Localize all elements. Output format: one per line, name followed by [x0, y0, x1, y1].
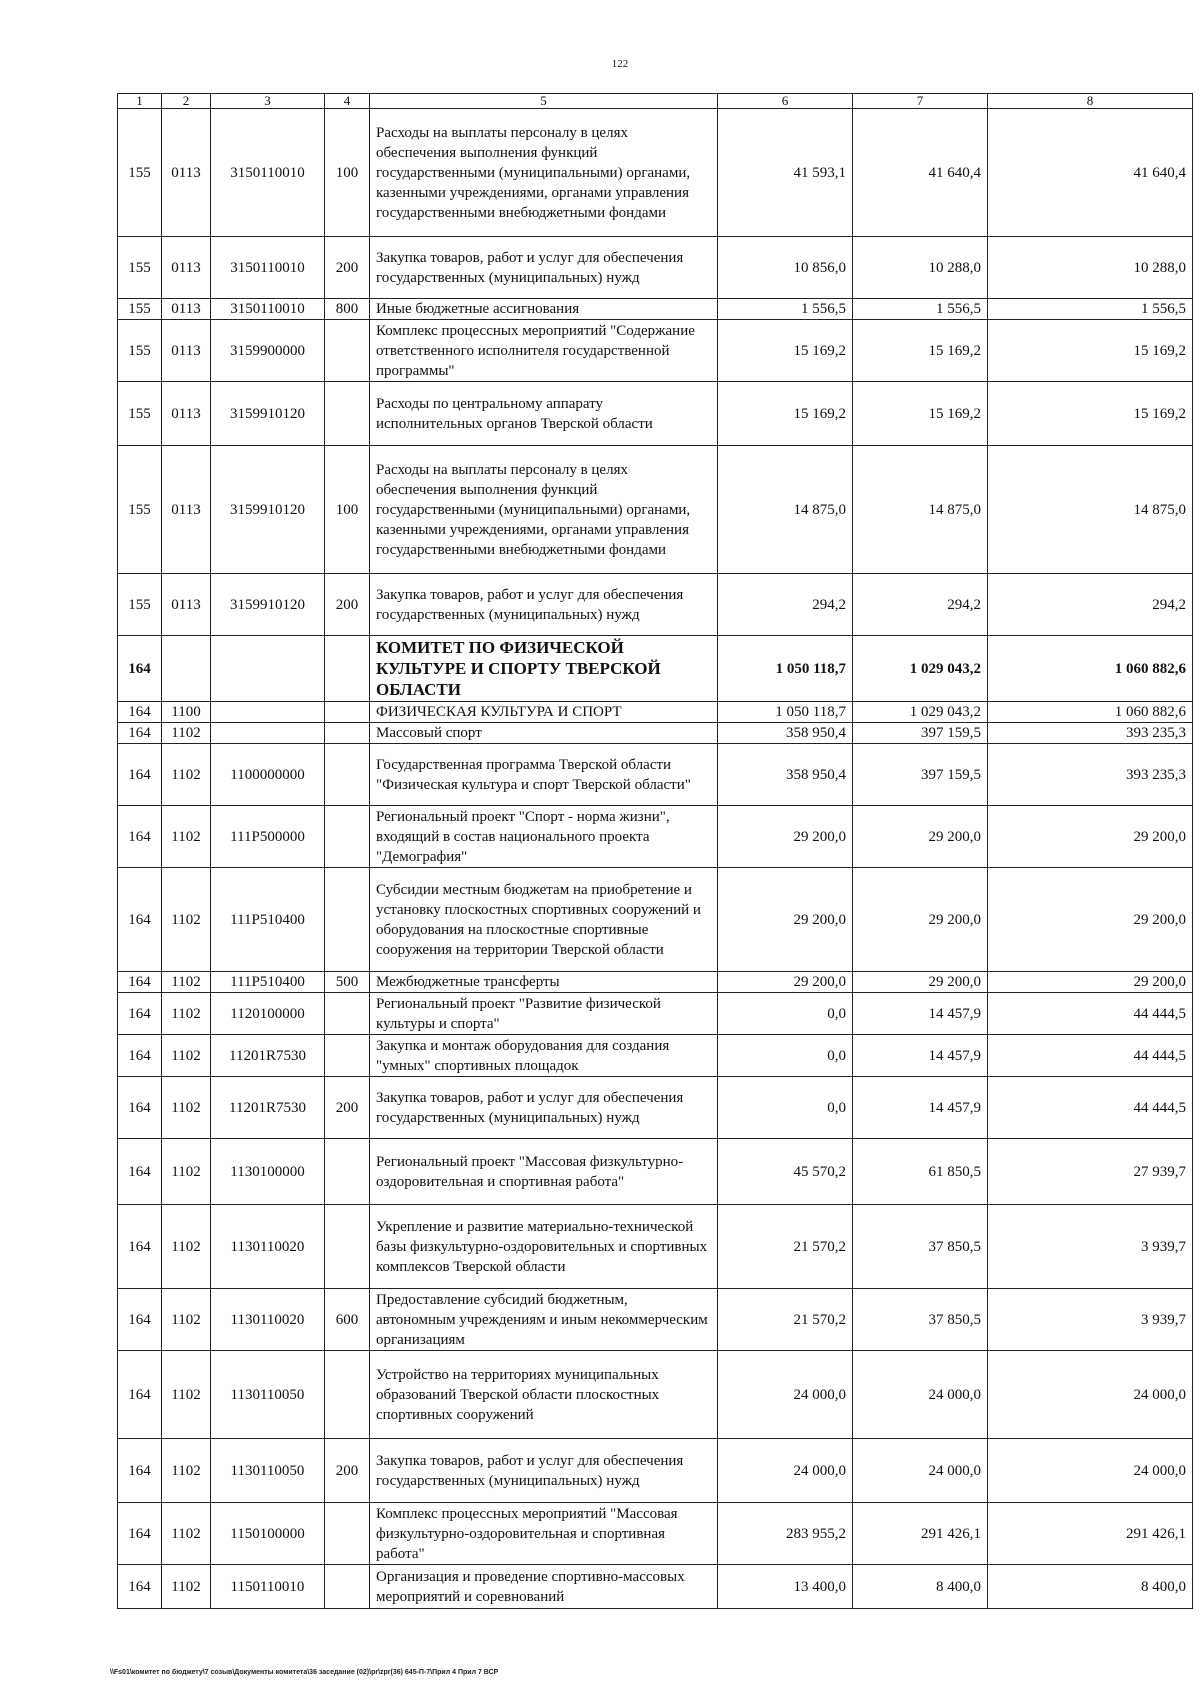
amount-col8: 291 426,1 — [988, 1503, 1193, 1565]
expense-name: Расходы на выплаты персоналу в целях обеспечения выполнения функций государственными (муниципальными) органами, казенными учреждениями, органами управления государственными внебюджетными фондами — [370, 109, 718, 237]
amount-col6: 29 200,0 — [718, 972, 853, 993]
amount-col7: 14 457,9 — [853, 1077, 988, 1139]
target-article-code: 1130110020 — [211, 1205, 325, 1289]
expense-type-code — [325, 806, 370, 868]
amount-col7: 397 159,5 — [853, 744, 988, 806]
expense-type-code: 100 — [325, 109, 370, 237]
expense-name: КОМИТЕТ ПО ФИЗИЧЕСКОЙ КУЛЬТУРЕ И СПОРТУ ТВЕРСКОЙ ОБЛАСТИ — [370, 636, 718, 702]
expense-name: Субсидии местным бюджетам на приобретение и установку плоскостных спортивных сооружений и оборудования на плоскостные спортивные сооружения на территории Тверской области — [370, 868, 718, 972]
expense-type-code: 100 — [325, 446, 370, 574]
section-code: 1102 — [162, 868, 211, 972]
department-code: 164 — [118, 972, 162, 993]
amount-col7: 294,2 — [853, 574, 988, 636]
amount-col8: 15 169,2 — [988, 382, 1193, 446]
section-code: 1102 — [162, 1503, 211, 1565]
department-code: 164 — [118, 744, 162, 806]
amount-col7: 15 169,2 — [853, 320, 988, 382]
section-code: 1102 — [162, 1077, 211, 1139]
page-number: 122 — [611, 58, 629, 70]
amount-col8: 41 640,4 — [988, 109, 1193, 237]
expense-name: Иные бюджетные ассигнования — [370, 299, 718, 320]
table-row — [118, 1439, 1193, 1503]
amount-col7: 1 556,5 — [853, 299, 988, 320]
table-row — [118, 299, 1193, 320]
amount-col6: 1 556,5 — [718, 299, 853, 320]
table-row — [118, 109, 1193, 237]
section-code: 1102 — [162, 972, 211, 993]
target-article-code: 1130110050 — [211, 1439, 325, 1503]
expense-type-code — [325, 1139, 370, 1205]
amount-col6: 13 400,0 — [718, 1565, 853, 1609]
expense-name: Закупка товаров, работ и услуг для обеспечения государственных (муниципальных) нужд — [370, 237, 718, 299]
expense-type-code — [325, 1351, 370, 1439]
department-code: 164 — [118, 1439, 162, 1503]
expense-name: Закупка и монтаж оборудования для создания "умных" спортивных площадок — [370, 1035, 718, 1077]
amount-col7: 1 029 043,2 — [853, 702, 988, 723]
amount-col8: 294,2 — [988, 574, 1193, 636]
target-article-code: 3150110010 — [211, 109, 325, 237]
amount-col7: 14 457,9 — [853, 1035, 988, 1077]
target-article-code: 1130110050 — [211, 1351, 325, 1439]
amount-col8: 393 235,3 — [988, 723, 1193, 744]
amount-col8: 29 200,0 — [988, 868, 1193, 972]
expense-type-code — [325, 744, 370, 806]
expense-type-code — [325, 636, 370, 702]
expense-type-code: 600 — [325, 1289, 370, 1351]
target-article-code: 3159910120 — [211, 382, 325, 446]
table-row — [118, 1139, 1193, 1205]
table-row — [118, 744, 1193, 806]
column-number-row — [118, 94, 1193, 109]
expense-type-code — [325, 1205, 370, 1289]
department-code: 155 — [118, 237, 162, 299]
amount-col6: 29 200,0 — [718, 868, 853, 972]
amount-col6: 45 570,2 — [718, 1139, 853, 1205]
expense-name: Закупка товаров, работ и услуг для обеспечения государственных (муниципальных) нужд — [370, 1077, 718, 1139]
target-article-code — [211, 636, 325, 702]
target-article-code: 3150110010 — [211, 237, 325, 299]
target-article-code: 1130110020 — [211, 1289, 325, 1351]
department-code: 155 — [118, 109, 162, 237]
expense-type-code — [325, 868, 370, 972]
section-code: 1102 — [162, 1289, 211, 1351]
table-row — [118, 1503, 1193, 1565]
table-row — [118, 1077, 1193, 1139]
section-code: 0113 — [162, 574, 211, 636]
amount-col7: 291 426,1 — [853, 1503, 988, 1565]
department-code: 164 — [118, 636, 162, 702]
expense-name: Расходы по центральному аппарату исполнительных органов Тверской области — [370, 382, 718, 446]
table-row — [118, 574, 1193, 636]
department-code: 164 — [118, 723, 162, 744]
section-code: 0113 — [162, 237, 211, 299]
section-code: 0113 — [162, 299, 211, 320]
expense-type-code: 200 — [325, 1439, 370, 1503]
budget-table — [117, 93, 1193, 1609]
amount-col6: 1 050 118,7 — [718, 636, 853, 702]
department-code: 164 — [118, 1077, 162, 1139]
expense-name: Укрепление и развитие материально-технической базы физкультурно-оздоровительных и спортивных комплексов Тверской области — [370, 1205, 718, 1289]
table-row — [118, 806, 1193, 868]
department-code: 164 — [118, 1139, 162, 1205]
amount-col6: 24 000,0 — [718, 1439, 853, 1503]
amount-col6: 0,0 — [718, 1077, 853, 1139]
amount-col7: 29 200,0 — [853, 806, 988, 868]
column-number: 4 — [325, 94, 370, 109]
section-code: 1102 — [162, 1139, 211, 1205]
amount-col8: 44 444,5 — [988, 993, 1193, 1035]
table-row — [118, 237, 1193, 299]
amount-col6: 21 570,2 — [718, 1289, 853, 1351]
section-code: 1102 — [162, 806, 211, 868]
target-article-code: 3150110010 — [211, 299, 325, 320]
amount-col6: 358 950,4 — [718, 744, 853, 806]
department-code: 164 — [118, 806, 162, 868]
amount-col6: 358 950,4 — [718, 723, 853, 744]
section-code: 1102 — [162, 1439, 211, 1503]
target-article-code: 11201R7530 — [211, 1035, 325, 1077]
target-article-code — [211, 723, 325, 744]
target-article-code: 111P510400 — [211, 972, 325, 993]
amount-col8: 44 444,5 — [988, 1035, 1193, 1077]
expense-name: Организация и проведение спортивно-массовых мероприятий и соревнований — [370, 1565, 718, 1609]
amount-col7: 24 000,0 — [853, 1351, 988, 1439]
target-article-code: 111P500000 — [211, 806, 325, 868]
column-number: 8 — [988, 94, 1193, 109]
table-row — [118, 636, 1193, 702]
department-code: 155 — [118, 299, 162, 320]
department-code: 164 — [118, 1205, 162, 1289]
amount-col8: 1 060 882,6 — [988, 636, 1193, 702]
column-number: 7 — [853, 94, 988, 109]
target-article-code: 111P510400 — [211, 868, 325, 972]
amount-col7: 397 159,5 — [853, 723, 988, 744]
expense-name: ФИЗИЧЕСКАЯ КУЛЬТУРА И СПОРТ — [370, 702, 718, 723]
expense-type-code — [325, 1565, 370, 1609]
amount-col8: 27 939,7 — [988, 1139, 1193, 1205]
amount-col7: 14 457,9 — [853, 993, 988, 1035]
target-article-code: 3159910120 — [211, 446, 325, 574]
target-article-code: 11201R7530 — [211, 1077, 325, 1139]
expense-type-code: 200 — [325, 237, 370, 299]
amount-col6: 21 570,2 — [718, 1205, 853, 1289]
expense-type-code: 500 — [325, 972, 370, 993]
table-row — [118, 993, 1193, 1035]
expense-type-code: 800 — [325, 299, 370, 320]
target-article-code: 1130100000 — [211, 1139, 325, 1205]
amount-col6: 15 169,2 — [718, 382, 853, 446]
section-code: 0113 — [162, 382, 211, 446]
amount-col8: 44 444,5 — [988, 1077, 1193, 1139]
target-article-code: 3159900000 — [211, 320, 325, 382]
column-number: 3 — [211, 94, 325, 109]
amount-col7: 10 288,0 — [853, 237, 988, 299]
expense-name: Предоставление субсидий бюджетным, автономным учреждениям и иным некоммерческим организациям — [370, 1289, 718, 1351]
department-code: 155 — [118, 382, 162, 446]
department-code: 164 — [118, 1035, 162, 1077]
amount-col7: 8 400,0 — [853, 1565, 988, 1609]
expense-name: Региональный проект "Развитие физической культуры и спорта" — [370, 993, 718, 1035]
section-code: 0113 — [162, 446, 211, 574]
section-code: 1102 — [162, 1351, 211, 1439]
amount-col6: 29 200,0 — [718, 806, 853, 868]
expense-type-code — [325, 1503, 370, 1565]
amount-col6: 14 875,0 — [718, 446, 853, 574]
expense-name: Комплекс процессных мероприятий "Массовая физкультурно-оздоровительная и спортивная работа" — [370, 1503, 718, 1565]
target-article-code: 1100000000 — [211, 744, 325, 806]
department-code: 155 — [118, 446, 162, 574]
expense-type-code: 200 — [325, 1077, 370, 1139]
amount-col8: 29 200,0 — [988, 972, 1193, 993]
amount-col7: 37 850,5 — [853, 1289, 988, 1351]
amount-col8: 393 235,3 — [988, 744, 1193, 806]
section-code: 1102 — [162, 744, 211, 806]
expense-type-code — [325, 702, 370, 723]
amount-col6: 41 593,1 — [718, 109, 853, 237]
department-code: 164 — [118, 1351, 162, 1439]
amount-col7: 29 200,0 — [853, 972, 988, 993]
amount-col6: 294,2 — [718, 574, 853, 636]
department-code: 164 — [118, 993, 162, 1035]
section-code: 1100 — [162, 702, 211, 723]
target-article-code: 3159910120 — [211, 574, 325, 636]
table-row — [118, 972, 1193, 993]
amount-col8: 24 000,0 — [988, 1351, 1193, 1439]
target-article-code: 1120100000 — [211, 993, 325, 1035]
expense-type-code — [325, 993, 370, 1035]
expense-name: Региональный проект "Спорт - норма жизни", входящий в состав национального проекта "Демография" — [370, 806, 718, 868]
expense-type-code — [325, 1035, 370, 1077]
amount-col8: 24 000,0 — [988, 1439, 1193, 1503]
amount-col8: 1 060 882,6 — [988, 702, 1193, 723]
section-code — [162, 636, 211, 702]
column-number: 2 — [162, 94, 211, 109]
table-row — [118, 320, 1193, 382]
section-code: 1102 — [162, 723, 211, 744]
expense-name: Закупка товаров, работ и услуг для обеспечения государственных (муниципальных) нужд — [370, 1439, 718, 1503]
amount-col7: 14 875,0 — [853, 446, 988, 574]
expense-type-code: 200 — [325, 574, 370, 636]
department-code: 164 — [118, 1289, 162, 1351]
amount-col6: 15 169,2 — [718, 320, 853, 382]
expense-name: Массовый спорт — [370, 723, 718, 744]
amount-col8: 10 288,0 — [988, 237, 1193, 299]
amount-col7: 15 169,2 — [853, 382, 988, 446]
amount-col7: 24 000,0 — [853, 1439, 988, 1503]
amount-col8: 14 875,0 — [988, 446, 1193, 574]
table-row — [118, 1035, 1193, 1077]
amount-col6: 283 955,2 — [718, 1503, 853, 1565]
department-code: 164 — [118, 702, 162, 723]
target-article-code: 1150110010 — [211, 1565, 325, 1609]
expense-type-code — [325, 320, 370, 382]
expense-name: Расходы на выплаты персоналу в целях обеспечения выполнения функций государственными (муниципальными) органами, казенными учреждениями, органами управления государственными внебюджетными фондами — [370, 446, 718, 574]
column-number: 1 — [118, 94, 162, 109]
expense-name: Закупка товаров, работ и услуг для обеспечения государственных (муниципальных) нужд — [370, 574, 718, 636]
table-row — [118, 702, 1193, 723]
amount-col6: 1 050 118,7 — [718, 702, 853, 723]
department-code: 155 — [118, 320, 162, 382]
amount-col8: 1 556,5 — [988, 299, 1193, 320]
amount-col6: 24 000,0 — [718, 1351, 853, 1439]
column-number: 5 — [370, 94, 718, 109]
amount-col8: 15 169,2 — [988, 320, 1193, 382]
table-row — [118, 1289, 1193, 1351]
table-row — [118, 382, 1193, 446]
amount-col8: 8 400,0 — [988, 1565, 1193, 1609]
budget-table-body — [118, 109, 1193, 1609]
section-code: 0113 — [162, 320, 211, 382]
amount-col6: 10 856,0 — [718, 237, 853, 299]
footer-file-path: \\Fs01\комитет по бюджету\7 созыв\Документы комитета\36 заседание (02)\pr\zpr(36) 645-П-7\Прил 4 Прил 7 ВСР — [110, 1669, 499, 1676]
department-code: 164 — [118, 868, 162, 972]
section-code: 1102 — [162, 1205, 211, 1289]
table-row — [118, 1565, 1193, 1609]
expense-name: Государственная программа Тверской области "Физическая культура и спорт Тверской области" — [370, 744, 718, 806]
amount-col6: 0,0 — [718, 1035, 853, 1077]
amount-col7: 61 850,5 — [853, 1139, 988, 1205]
amount-col7: 1 029 043,2 — [853, 636, 988, 702]
section-code: 1102 — [162, 1035, 211, 1077]
expense-name: Устройство на территориях муниципальных образований Тверской области плоскостных спортивных сооружений — [370, 1351, 718, 1439]
section-code: 0113 — [162, 109, 211, 237]
expense-name: Комплекс процессных мероприятий "Содержание ответственного исполнителя государственной программы" — [370, 320, 718, 382]
amount-col8: 3 939,7 — [988, 1205, 1193, 1289]
expense-type-code — [325, 382, 370, 446]
amount-col7: 37 850,5 — [853, 1205, 988, 1289]
target-article-code — [211, 702, 325, 723]
section-code: 1102 — [162, 1565, 211, 1609]
amount-col7: 41 640,4 — [853, 109, 988, 237]
department-code: 164 — [118, 1503, 162, 1565]
department-code: 155 — [118, 574, 162, 636]
expense-name: Межбюджетные трансферты — [370, 972, 718, 993]
column-number: 6 — [718, 94, 853, 109]
table-row — [118, 868, 1193, 972]
table-row — [118, 446, 1193, 574]
amount-col6: 0,0 — [718, 993, 853, 1035]
table-row — [118, 1205, 1193, 1289]
amount-col8: 3 939,7 — [988, 1289, 1193, 1351]
target-article-code: 1150100000 — [211, 1503, 325, 1565]
expense-name: Региональный проект "Массовая физкультурно-оздоровительная и спортивная работа" — [370, 1139, 718, 1205]
table-row — [118, 1351, 1193, 1439]
section-code: 1102 — [162, 993, 211, 1035]
department-code: 164 — [118, 1565, 162, 1609]
table-row — [118, 723, 1193, 744]
amount-col7: 29 200,0 — [853, 868, 988, 972]
amount-col8: 29 200,0 — [988, 806, 1193, 868]
expense-type-code — [325, 723, 370, 744]
